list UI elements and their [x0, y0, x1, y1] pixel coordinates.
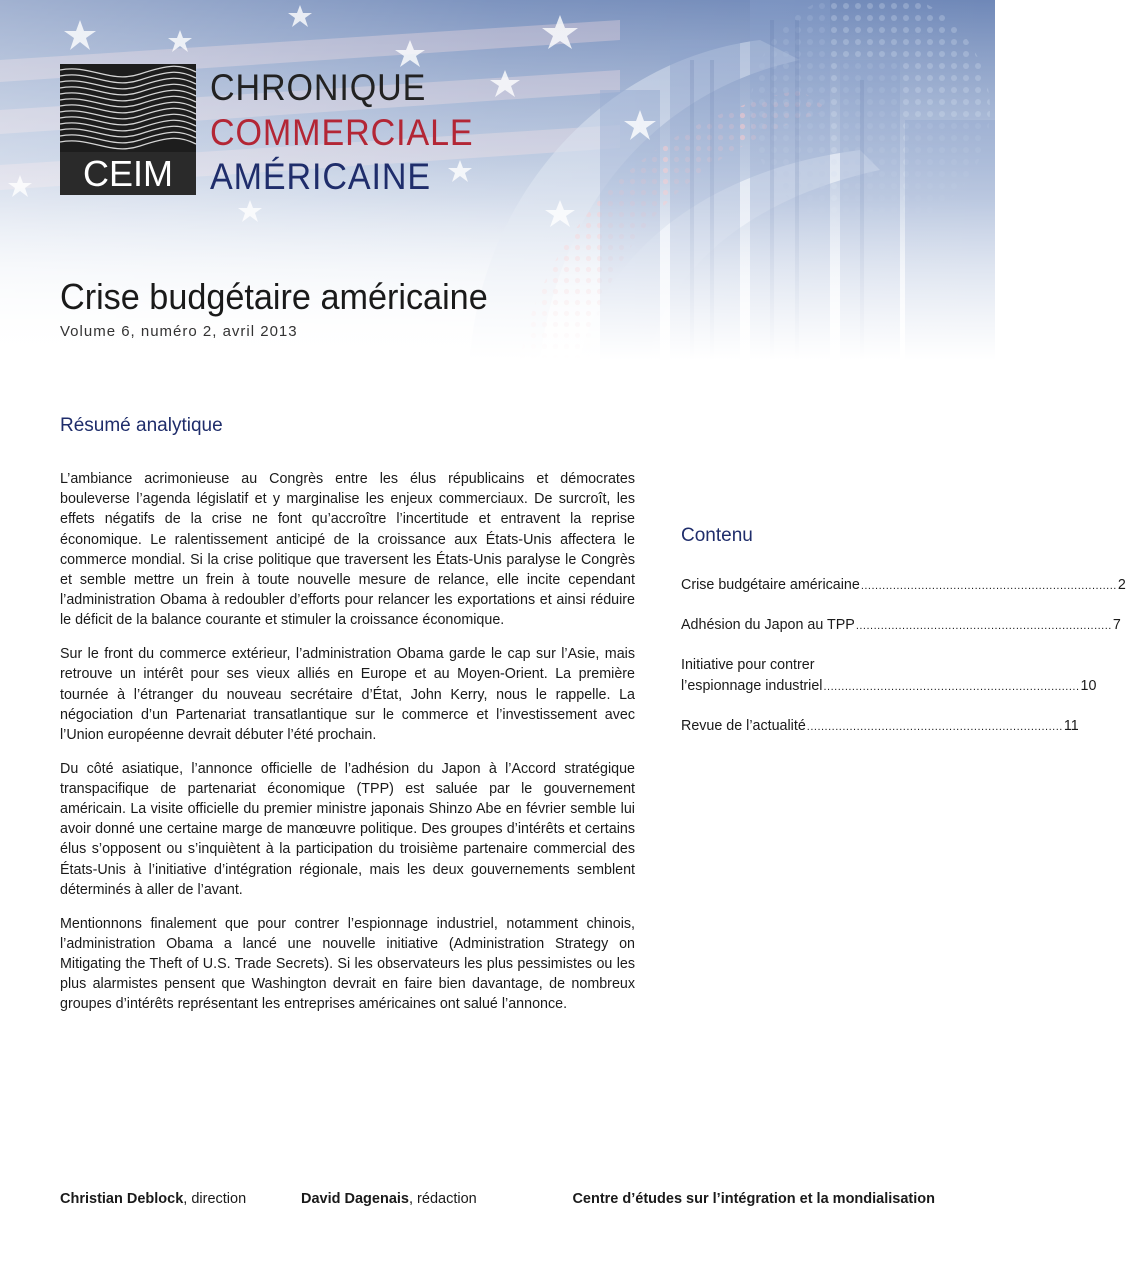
toc-item[interactable] [681, 655, 1097, 698]
toc-item[interactable] [681, 716, 1079, 738]
resume-paragraph: Du côté asiatique, l’annonce officielle de l’adhésion du Japon à l’Accord stratégique transpacifique de partenariat économique (TPP) est saluée par le gouvernement américain. La visite officielle du premier ministre japonais Shinzo Abe en février semble lui avoir donné une certaine marge de manœuvre politique. Des groupes d’intérêts et certains élus s’opposent ou s’inquiètent à la participation du troisième partenaire commercial des États-Unis à l’initiative d’intégration régionale, mais les deux gouvernements semblent déterminés à aller de l’avant. [60, 760, 635, 898]
resume-paragraph: Sur le front du commerce extérieur, l’administration Obama garde le cap sur l’Asie, mais retrouve un intérêt pour ses vieux alliés en Europe et au Moyen-Orient. La première tournée à l’étranger du nouveau secrétaire d’État, John Kerry, nous le rappelle. La négociation d’un Partenariat transatlantique sur le commerce et l’investissement avec l’Union européenne devrait débuter l’été prochain. [60, 646, 635, 743]
toc-leader: ........................................................................ [855, 620, 1112, 632]
resume-body [60, 469, 635, 1028]
footer-institution: Centre d’études sur l’intégration et la mondialisation [572, 1191, 935, 1207]
toc-item-title-line1: Initiative pour contrer [681, 657, 815, 673]
toc-item-page: 11 [1063, 718, 1079, 734]
toc-item-title: Revue de l’actualité [681, 718, 806, 734]
toc-item-page: 7 [1112, 617, 1121, 633]
director-name: Christian Deblock [60, 1191, 184, 1207]
resume-paragraph: L’ambiance acrimonieuse au Congrès entre les élus républicains et démocrates bouleverse l’agenda législatif et y marginalise les enjeux commerciaux. De surcroît, les effets négatifs de la crise ne font qu’accroître l’incertitude et entravent la reprise économique. Le ralentissement anticipé de la croissance aux États-Unis affectera le commerce mondial. Si la crise politique que traversent les États-Unis paralyse le Congrès et semble mettre un frein à toute nouvelle mesure de relance, elle incite cependant l’administration Obama à redoubler d’efforts pour relancer les exportations et ainsi réduire le déficit de la balance courante et stimuler la croissance économique. [60, 471, 635, 629]
toc-item-title: l’espionnage industriel [681, 678, 823, 694]
brand-line-americaine: AMÉRICAINE [210, 156, 432, 197]
footer-director [60, 1191, 246, 1207]
toc-heading: Contenu [681, 525, 753, 546]
toc-item-page: 2 [1117, 577, 1126, 593]
table-of-contents [681, 525, 1126, 756]
toc-item-page: 10 [1080, 678, 1097, 694]
document-title: Crise budgétaire américaine [60, 276, 488, 317]
footer-editor [301, 1191, 477, 1207]
toc-item-title: Adhésion du Japon au TPP [681, 617, 855, 633]
resume-heading: Résumé analytique [60, 415, 223, 436]
toc-item[interactable] [681, 575, 1126, 597]
brand-line-chronique: CHRONIQUE [210, 67, 427, 108]
toc-item-title: Crise budgétaire américaine [681, 577, 860, 593]
ceim-logo [60, 64, 196, 195]
editor-name: David Dagenais [301, 1191, 409, 1207]
editor-role: , rédaction [409, 1191, 477, 1207]
toc-leader: ........................................................................ [860, 580, 1117, 592]
toc-leader: ........................................................................ [823, 681, 1080, 693]
logo-ceim-text: CEIM [60, 152, 196, 195]
toc-leader: ........................................................................ [806, 721, 1063, 733]
volume-info: Volume 6, numéro 2, avril 2013 [60, 323, 298, 340]
footer [60, 1191, 935, 1211]
director-role: , direction [183, 1191, 247, 1207]
resume-paragraph: Mentionnons finalement que pour contrer l’espionnage industriel, notamment chinois, l’administration Obama a lancé une nouvelle initiative (Administration Strategy on Mitigating the Theft of U.S. Trade Secrets). Si les observateurs les plus pessimistes ou les plus alarmistes pensent que Washington devrait en faire bien davantage, de nombreux groupes d’intérêts représentant les entreprises américaines ont salué l’annonce. [60, 915, 635, 1013]
toc-item[interactable] [681, 615, 1121, 637]
brand-line-commerciale: COMMERCIALE [210, 112, 474, 153]
